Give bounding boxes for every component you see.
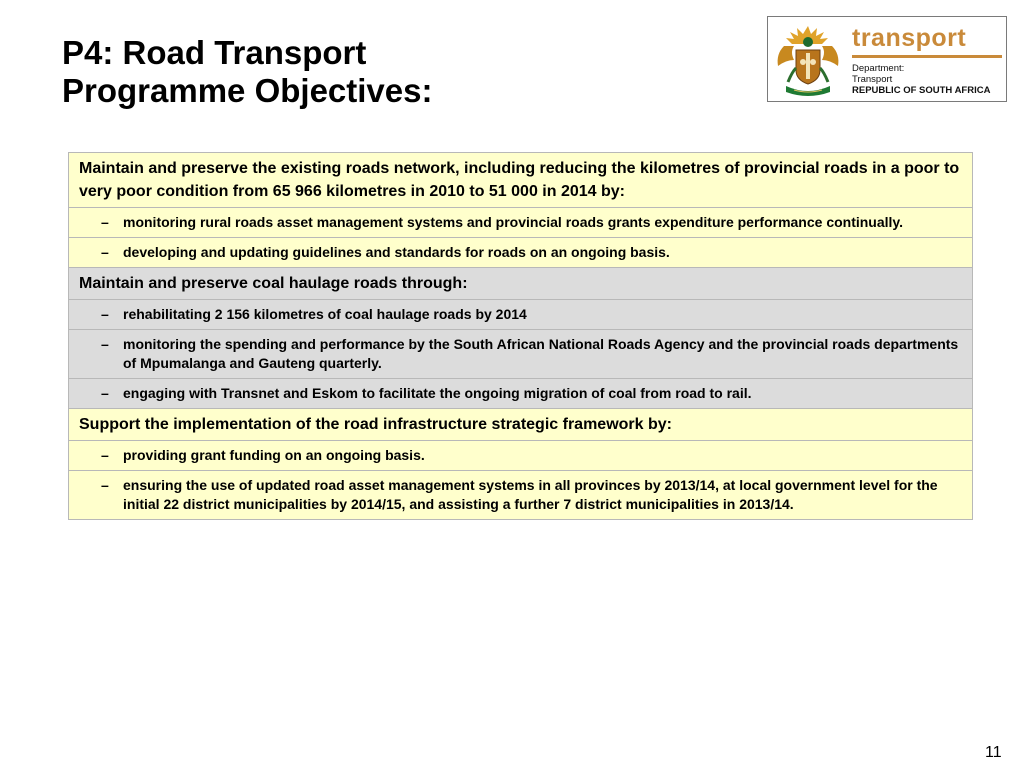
dash-bullet: –: [101, 336, 109, 352]
objective-item: [69, 379, 972, 409]
objective-heading: Support the implementation of the road infrastructure strategic framework by:: [69, 409, 972, 441]
slide-title-line1: P4: Road Transport: [62, 34, 367, 71]
coat-of-arms-icon: [770, 20, 846, 100]
objective-item-text: rehabilitating 2 156 kilometres of coal haulage roads by 2014: [123, 306, 527, 322]
dash-bullet: –: [101, 385, 109, 401]
objective-item: [69, 330, 972, 379]
logo-country: REPUBLIC OF SOUTH AFRICA: [852, 85, 991, 96]
logo-brand: transport: [852, 24, 967, 52]
dash-bullet: –: [101, 447, 109, 463]
logo-dept-line2: Transport: [852, 74, 893, 85]
department-logo: [767, 16, 1007, 102]
objective-item-text: developing and updating guidelines and standards for roads on an ongoing basis.: [123, 244, 670, 260]
slide-title: [62, 34, 702, 110]
logo-department-text: [852, 63, 990, 96]
page-number: 11: [985, 744, 1002, 761]
objective-item: [69, 208, 972, 238]
objective-item-text: providing grant funding on an ongoing basis.: [123, 447, 425, 463]
logo-dept-line1: Department:: [852, 63, 905, 74]
dash-bullet: –: [101, 306, 109, 322]
objective-item-text: ensuring the use of updated road asset management systems in all provinces by 2013/14, at local government level for the initial 22 district municipalities by 2014/15, and assisting a further 7 district municipalities in 2013/14.: [123, 477, 938, 512]
objective-item: [69, 238, 972, 268]
objectives-table: [68, 152, 973, 520]
objective-item: [69, 300, 972, 330]
objective-item: [69, 471, 972, 519]
dash-bullet: –: [101, 477, 109, 493]
objective-heading: Maintain and preserve the existing roads network, including reducing the kilometres of provincial roads in a poor to very poor condition from 65 966 kilometres in 2010 to 51 000 in 2014 by:: [69, 153, 972, 208]
objective-heading: Maintain and preserve coal haulage roads through:: [69, 268, 972, 300]
dash-bullet: –: [101, 214, 109, 230]
slide-title-line2: Programme Objectives:: [62, 72, 433, 109]
objective-item-text: monitoring the spending and performance by the South African National Roads Agency and the provincial roads departments of Mpumalanga and Gauteng quarterly.: [123, 336, 959, 371]
objective-item-text: engaging with Transnet and Eskom to facilitate the ongoing migration of coal from road to rail.: [123, 385, 752, 401]
logo-rule: [852, 55, 1002, 58]
dash-bullet: –: [101, 244, 109, 260]
objective-item: [69, 441, 972, 471]
objective-item-text: monitoring rural roads asset management systems and provincial roads grants expenditure performance continually.: [123, 214, 904, 230]
